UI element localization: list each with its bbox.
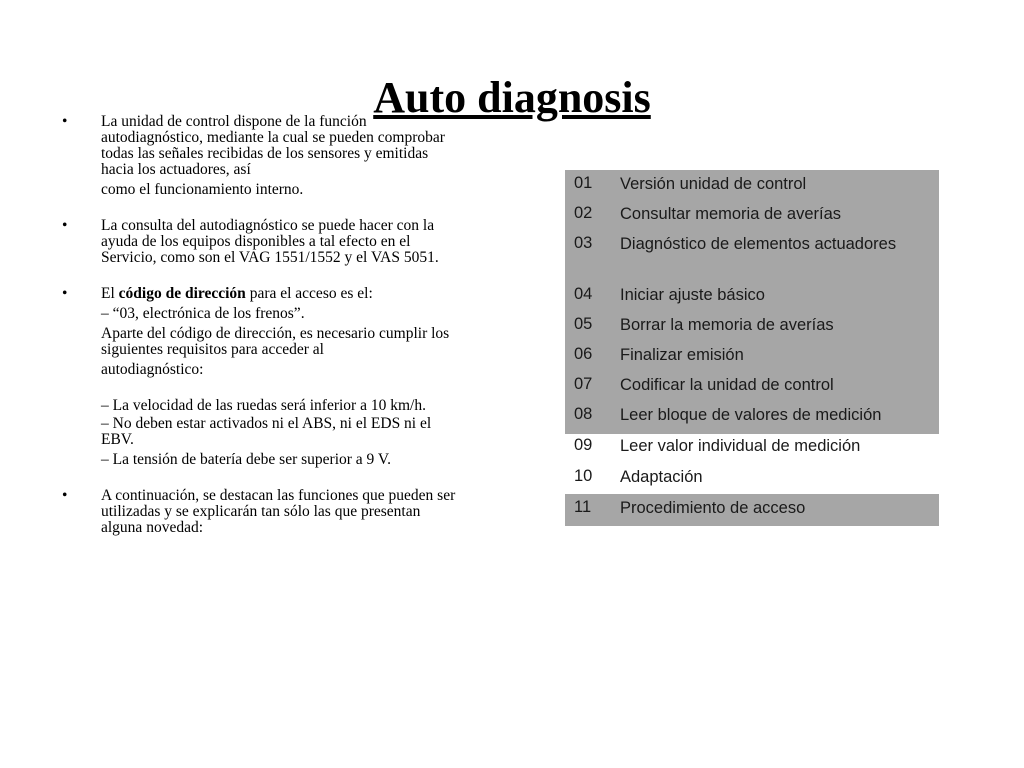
bullet-item-continuacion <box>62 488 502 536</box>
function-code: 07 <box>574 375 593 393</box>
address-code-line: – “03, electrónica de los frenos”. <box>101 305 305 322</box>
bullet-item-function <box>62 114 502 198</box>
function-row <box>565 401 939 434</box>
text-line: todas las señales recibidas de los sensores y emitidas <box>101 145 429 162</box>
function-label: Adaptación <box>620 468 703 486</box>
intro-bold: código de dirección <box>118 285 246 302</box>
function-code: 06 <box>574 345 593 363</box>
function-code: 01 <box>574 174 593 192</box>
function-label: Codificar la unidad de control <box>620 376 834 394</box>
function-row <box>565 200 939 230</box>
intro-post: para el acceso es el: <box>245 285 373 302</box>
function-code: 09 <box>574 436 593 454</box>
function-row <box>565 341 939 371</box>
text-line: La consulta del autodiagnóstico se puede hacer con la <box>101 217 435 234</box>
text-line: A continuación, se destacan las funciones que pueden ser <box>101 487 456 504</box>
condition-voltage: – La tensión de batería debe ser superior a 9 V. <box>101 451 391 468</box>
function-label: Consultar memoria de averías <box>620 205 842 223</box>
function-row <box>565 170 939 200</box>
bullet-marker: • <box>62 487 68 504</box>
function-label: Versión unidad de control <box>620 175 807 193</box>
bullet-marker: • <box>62 113 68 130</box>
text-line: Servicio, como son el VAG 1551/1552 y el VAS 5051. <box>101 249 439 266</box>
bullet-item-codigo <box>62 286 502 468</box>
text-line: alguna novedad: <box>101 519 204 536</box>
text-line: siguientes requisitos para acceder al <box>101 341 324 358</box>
function-code: 03 <box>574 234 593 252</box>
bullet-marker: • <box>62 285 68 302</box>
text-line: ayuda de los equipos disponibles a tal efecto en el <box>101 233 411 250</box>
function-label: Leer bloque de valores de medición <box>620 406 882 424</box>
text-line: Aparte del código de dirección, es necesario cumplir los <box>101 325 450 342</box>
condition-speed: – La velocidad de las ruedas será inferior a 10 km/h. <box>101 397 426 414</box>
function-row <box>565 464 939 494</box>
function-label: Iniciar ajuste básico <box>620 286 765 304</box>
function-label: Diagnóstico de elementos actuadores <box>620 235 897 253</box>
function-row <box>565 230 939 281</box>
function-code: 04 <box>574 285 593 303</box>
function-row <box>565 494 939 526</box>
function-code: 08 <box>574 405 593 423</box>
condition-abs: EBV. <box>101 431 134 448</box>
text-line: hacia los actuadores, así <box>101 161 251 178</box>
function-code: 05 <box>574 315 593 333</box>
function-row <box>565 281 939 311</box>
function-code: 02 <box>574 204 593 222</box>
text-line: como el funcionamiento interno. <box>101 181 304 198</box>
text-line: utilizadas y se explicarán tan sólo las que presentan <box>101 503 421 520</box>
function-table <box>565 170 939 526</box>
function-label: Borrar la memoria de averías <box>620 316 834 334</box>
condition-abs: – No deben estar activados ni el ABS, ni el EDS ni el <box>101 415 432 432</box>
intro-pre: El <box>101 285 119 302</box>
function-row <box>565 371 939 401</box>
function-label: Finalizar emisión <box>620 346 744 364</box>
slide-title: Auto diagnosis <box>373 73 651 122</box>
bullet-marker: • <box>62 217 68 234</box>
bullet-item-consulta <box>62 218 502 266</box>
text-line: autodiagnóstico: <box>101 361 204 378</box>
bullet-list <box>62 114 502 536</box>
function-label: Leer valor individual de medición <box>620 437 861 455</box>
function-row <box>565 311 939 341</box>
text-line: autodiagnóstico, mediante la cual se pueden comprobar <box>101 129 445 146</box>
text-line: La unidad de control dispone de la función <box>101 113 367 130</box>
function-code: 11 <box>574 498 592 516</box>
function-label: Procedimiento de acceso <box>620 499 806 517</box>
function-row <box>565 434 939 464</box>
function-code: 10 <box>574 467 593 485</box>
intro-line <box>101 286 502 302</box>
